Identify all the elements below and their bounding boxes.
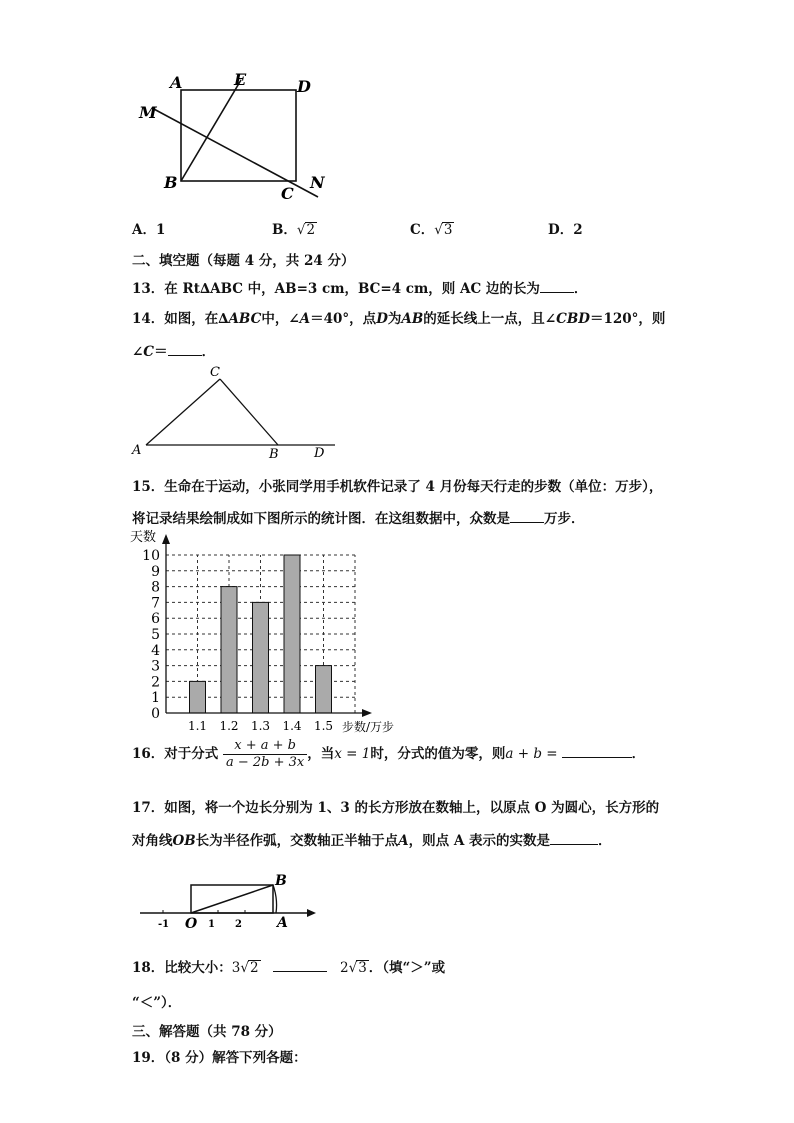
section3-heading: 三、解答题（共 78 分） (132, 1024, 282, 1040)
question-14-line2 (132, 340, 215, 360)
q14-equals: ＝ (154, 344, 168, 360)
q16-prefix: 16．对于分式 (132, 746, 219, 762)
option-c-radicand: 3 (443, 222, 453, 238)
question-17-line1: 17．如图，将一个边长分别为 1、3 的长方形放在数轴上，以原点 O 为圆心，长方形的 (132, 800, 660, 816)
y-tick-label: 0 (151, 706, 160, 722)
label-c: C (210, 365, 220, 380)
bar (284, 555, 300, 713)
q18-answer-blank (273, 959, 327, 972)
y-tick-label: 10 (142, 548, 160, 564)
label-minus1: -1 (158, 919, 170, 930)
label-2: 2 (235, 919, 242, 930)
x-tick-label: 1.2 (219, 719, 239, 733)
question-17-line2 (132, 829, 612, 849)
option-c: C．√3 (410, 222, 453, 238)
segment-be (181, 80, 241, 181)
y-axis-arrow (162, 534, 170, 544)
label-e: E (234, 70, 247, 89)
bar-chart (128, 526, 428, 744)
label-m: M (139, 103, 157, 122)
q13-text: 13．在 Rt∆ABC 中，AB=3 cm，BC=4 cm，则 AC 边的长为 (132, 281, 540, 297)
q14-line-ab: AB (401, 311, 424, 327)
x-axis-arrow (362, 709, 372, 717)
triangle-figure (130, 362, 360, 460)
label-c: C (281, 184, 294, 203)
rectangle-abcd (181, 90, 296, 181)
q18-right-radicand: 3 (358, 960, 367, 976)
y-tick-label: 6 (151, 611, 160, 628)
x-tick-label: 1.3 (250, 719, 271, 733)
bar (316, 666, 332, 713)
section2-heading: 二、填空题（每题 4 分，共 24 分） (132, 253, 355, 269)
label-d: D (314, 446, 325, 460)
q13-end: ． (573, 281, 588, 297)
q15-line2-pre: 将记录结果绘制成如下图所示的统计图．在这组数据中，众数是 (132, 511, 510, 527)
number-line-figure (136, 866, 326, 934)
q14-angle-cbd: ∠CBD (544, 311, 590, 327)
q17-ob: OB (172, 833, 196, 849)
x-tick-label: 1.5 (313, 719, 334, 733)
q13-answer-blank (540, 280, 574, 293)
q16-fraction (223, 738, 307, 771)
bar (221, 587, 237, 713)
x-axis-label: 步数/万步 (342, 720, 395, 734)
bar (253, 602, 269, 713)
question-16 (132, 738, 645, 771)
label-b: B (164, 173, 178, 192)
q14-part2: 中， (261, 311, 289, 327)
q17-end: ． (598, 833, 612, 849)
q16-mid: ，当 (307, 746, 335, 762)
q16-condition: x = 1 (334, 746, 371, 762)
option-b-radicand: 2 (306, 222, 316, 238)
y-axis-label: 天数 (130, 530, 157, 545)
y-tick-label: 3 (151, 658, 160, 675)
side-ac (146, 379, 220, 445)
q16-mid2: 时，分式的值为零，则 (370, 746, 506, 762)
question-18: 18．比较大小：3√2 2√3 ．（填“＞”或 (132, 960, 446, 976)
q14-part6: ＝120°，则 (589, 311, 666, 327)
diagonal-ob (191, 885, 273, 913)
q14-answer-blank (168, 343, 202, 356)
q14-part4: 为 (387, 311, 402, 327)
q17-line2-mid: 长为半径作弧，交数轴正半轴于点 (195, 833, 399, 849)
question-14-line1 (132, 307, 665, 327)
label-a: A (277, 915, 288, 931)
q14-part3: ＝40°，点 (310, 311, 377, 327)
q14-part5: 的延长线上一点，且 (423, 311, 545, 327)
y-tick-label: 5 (151, 627, 160, 643)
q14-angle-a: ∠A (288, 311, 311, 327)
bar (190, 681, 206, 713)
option-a: A．1 (132, 222, 166, 238)
question-18-line2: “＜”）． (132, 995, 182, 1011)
q17-answer-blank (550, 832, 598, 845)
y-tick-label: 2 (151, 674, 160, 691)
q18-left-radicand: 2 (250, 960, 259, 976)
label-a: A (170, 73, 183, 92)
option-b-prefix: B． (272, 222, 297, 238)
label-b: B (275, 873, 287, 889)
q14-end: ． (201, 344, 216, 360)
q16-answer-blank (562, 745, 632, 758)
q18-right-coef: 2 (340, 960, 349, 976)
x-tick-label: 1.4 (282, 719, 302, 733)
q14-part1: 14．如图，在 (132, 311, 219, 327)
q16-numerator: x + a + b (223, 738, 307, 755)
option-b: B．√2 (272, 222, 316, 238)
question-13 (132, 277, 587, 297)
q16-expression: a + b = (505, 746, 558, 762)
question-19: 19．（8 分）解答下列各题： (132, 1050, 307, 1066)
q14-angle-c: ∠C (132, 344, 155, 360)
axis-arrow (307, 909, 316, 917)
q17-point-a: A (398, 833, 409, 849)
q15-answer-blank (510, 510, 544, 523)
rectangle-figure (130, 66, 340, 206)
q18-left-coef: 3 (231, 960, 241, 976)
label-o: O (185, 916, 198, 932)
question-15-line1: 15．生命在于运动，小张同学用手机软件记录了 4 月份每天行走的步数（单位：万步）， (132, 479, 663, 495)
option-c-prefix: C． (410, 222, 435, 238)
question-15-line2 (132, 507, 585, 527)
label-1: 1 (208, 919, 215, 930)
x-tick-label: 1.1 (187, 719, 208, 733)
y-tick-label: 8 (151, 579, 160, 596)
label-n: N (310, 173, 325, 192)
q15-line2-post: 万步． (544, 511, 585, 527)
q18-prefix: 18．比较大小： (132, 960, 232, 976)
q17-line2-post: ，则点 A 表示的实数是 (408, 833, 551, 849)
y-tick-label: 9 (151, 563, 160, 580)
y-tick-label: 4 (151, 642, 160, 659)
label-d: D (297, 77, 311, 96)
q17-line2-pre: 对角线 (132, 833, 173, 849)
q14-triangle: ∆ABC (218, 311, 262, 327)
q16-end: ． (631, 746, 646, 762)
y-tick-label: 1 (151, 690, 160, 707)
option-d: D．2 (548, 222, 583, 238)
q16-denominator: a − 2b + 3x (226, 755, 305, 770)
y-tick-label: 7 (151, 595, 160, 612)
label-a: A (132, 443, 142, 458)
q18-suffix: ．（填“＞”或 (368, 960, 446, 976)
q14-point-d: D (376, 311, 388, 327)
side-bc (220, 379, 278, 445)
label-b: B (269, 447, 279, 460)
